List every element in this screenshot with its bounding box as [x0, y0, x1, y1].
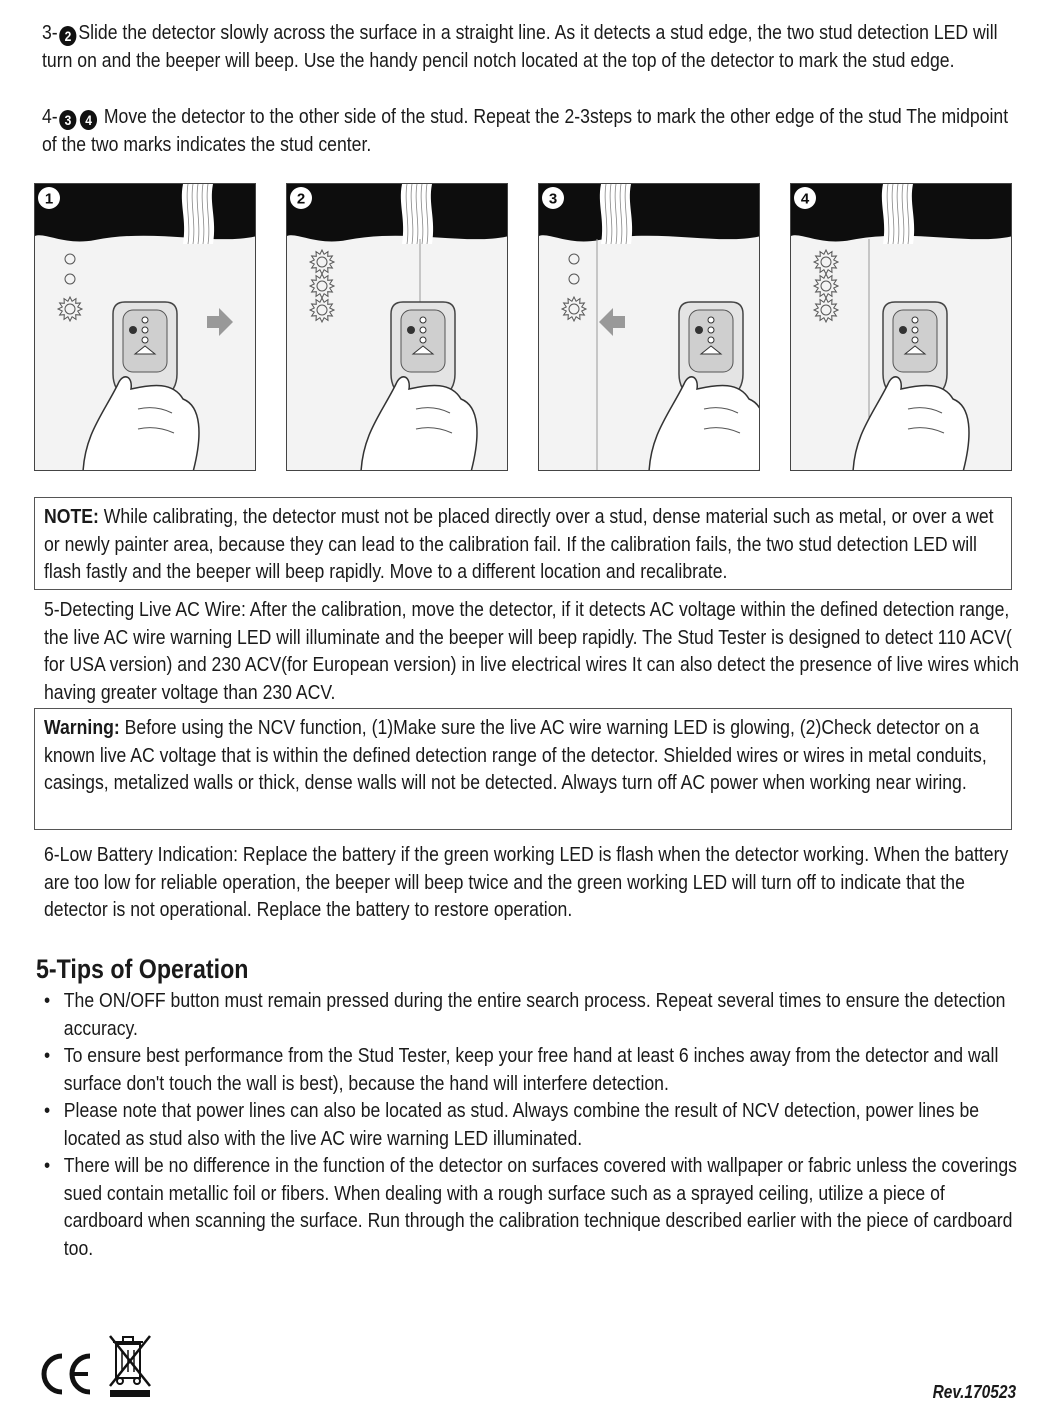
tip-item — [44, 1097, 1020, 1152]
tip-item — [44, 1042, 1020, 1097]
step-number-4-icon: 4 — [80, 110, 97, 130]
bullet-icon: • — [44, 1099, 51, 1122]
tip-text: The ON/OFF button must remain pressed during the entire search process. Repeat several times to ensure the detection accuracy. — [63, 989, 1006, 1040]
revision-number: Rev.170523 — [932, 1382, 1016, 1402]
note-label: NOTE: — [44, 505, 99, 528]
step-5-paragraph: 5-Detecting Live AC Wire: After the calibration, move the detector, if it detects AC voltage within the defined detection range, the live AC wire warning LED will illuminate and the beeper will beep rapidly. The Stud Tester is designed to detect 110 ACV( for USA version) and 230 ACV(for European version) in live electrical wires It can also detect the presence of live wires which having greater voltage than 230 ACV. — [44, 598, 1020, 704]
step-4-prefix: 4- — [42, 105, 58, 128]
svg-text:2: 2 — [296, 190, 306, 208]
svg-text:4: 4 — [800, 190, 810, 208]
note-box — [34, 497, 1012, 590]
tip-item — [44, 987, 1020, 1042]
step-number-2-icon: 2 — [59, 26, 76, 46]
figure-panel-3 — [538, 183, 760, 471]
warning-text: Before using the NCV function, (1)Make sure the live AC wire warning LED is glowing, (2)Check detector on a known live AC voltage that is within the defined detection range of the detector. Shielded wires or wires in metal conduits, casings, metalized walls or thick, dense walls will not be detected. Always turn off AC power when working near wiring. — [44, 716, 987, 794]
figure-panel-4 — [790, 183, 1012, 471]
stud-icon — [882, 184, 914, 244]
stud-icon — [600, 184, 632, 244]
figure-panel-2 — [286, 183, 508, 471]
step-number-3-icon: 3 — [59, 110, 76, 130]
step-3-paragraph — [42, 19, 1027, 74]
crossed-out-wheelie-bin-icon — [106, 1330, 154, 1398]
tip-text: There will be no difference in the function of the detector on surfaces covered with wallpaper or fabric unless the coverings sued contain metallic foil or fibers. When dealing with a rough surface such as a sprayed ceiling, utilize a piece of cardboard when scanning the surface. Run through the calibration technique described earlier with the piece of cardboard too. — [63, 1154, 1017, 1260]
bullet-icon: • — [44, 1154, 51, 1177]
bullet-icon: • — [44, 989, 51, 1012]
step-4-paragraph — [42, 103, 1027, 158]
stud-icon — [401, 184, 433, 244]
tips-heading: 5-Tips of Operation — [36, 954, 249, 984]
step-6-paragraph: 6-Low Battery Indication: Replace the battery if the green working LED is flash when the detector working. When the battery are too low for reliable operation, the beeper will beep twice and the green working LED will turn off to indicate that the detector is not operational. Replace the battery to restore operation. — [44, 843, 1009, 921]
stud-detection-figure — [34, 183, 1014, 471]
stud-icon — [182, 184, 214, 244]
tip-text: To ensure best performance from the Stud Tester, keep your free hand at least 6 inches away from the detector and wall surface don't touch the wall is best), because the hand will interfere detection. — [63, 1044, 999, 1095]
figure-panel-1 — [34, 183, 256, 471]
ce-mark-icon — [38, 1352, 94, 1396]
tip-item — [44, 1152, 1020, 1262]
step-3-text: Slide the detector slowly across the surface in a straight line. As it detects a stud edge, the two stud detection LED will turn on and the beeper will beep. Use the handy pencil notch located at the top of the detector to mark the stud edge. — [42, 21, 998, 72]
svg-text:3: 3 — [548, 190, 558, 208]
panel-number-badge — [290, 187, 312, 209]
tips-list — [44, 987, 1020, 1262]
warning-box — [34, 708, 1012, 830]
panel-number-badge — [38, 187, 60, 209]
warning-label: Warning: — [44, 716, 120, 739]
svg-text:1: 1 — [44, 190, 54, 208]
step-3-prefix: 3- — [42, 21, 58, 44]
step-4-text: Move the detector to the other side of the stud. Repeat the 2-3steps to mark the other edge of the stud The midpoint of the two marks indicates the stud center. — [42, 105, 1009, 156]
note-text: While calibrating, the detector must not be placed directly over a stud, dense material such as metal, or over a wet or newly painter area, because they can lead to the calibration fail. If the calibration fails, the two stud detection LED will flash fastly and the beeper will beep rapidly. Move to a different location and recalibrate. — [44, 505, 994, 583]
panel-number-badge — [794, 187, 816, 209]
bullet-icon: • — [44, 1044, 51, 1067]
panel-number-badge — [542, 187, 564, 209]
tip-text: Please note that power lines can also be located as stud. Always combine the result of NCV detection, power lines be located as stud also with the live AC wire warning LED illuminated. — [63, 1099, 980, 1150]
